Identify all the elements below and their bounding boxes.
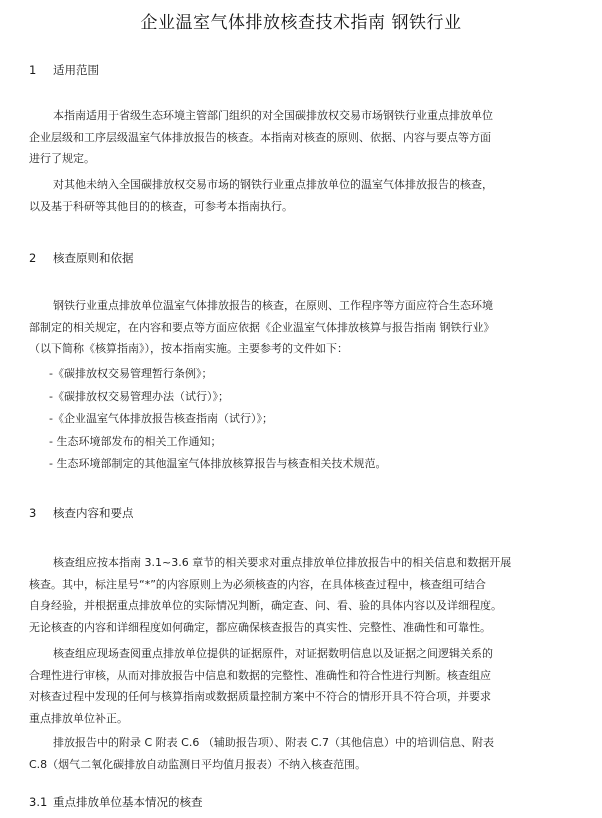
section3-paragraph-2 (29, 643, 578, 729)
section1-paragraph-2 (29, 174, 578, 217)
section-title: 核查原则和依据 (53, 251, 134, 265)
section-heading-1 (29, 62, 99, 78)
section-heading-2 (29, 250, 134, 266)
document-title: 企业温室气体排放核查技术指南 钢铁行业 (140, 13, 462, 33)
section-title: 核查内容和要点 (53, 506, 134, 520)
section-title: 适用范围 (53, 63, 99, 77)
section1-paragraph-1 (29, 105, 578, 170)
text-line: （以下简称《核算指南》），按本指南实施。主要参考的文件如下： (29, 342, 348, 355)
section-title: 重点排放单位基本情况的核查 (53, 795, 203, 809)
reference-item: -《企业温室气体排放报告核查指南（试行）》； (49, 412, 273, 425)
text-line: 本指南适用于省级生态环境主管部门组织的对全国碳排放权交易市场钢铁行业重点排放单位 (53, 109, 493, 122)
text-line: 合理性进行审核，从而对排放报告中信息和数据的完整性、准确性和符合性进行判断。核查组应 (29, 668, 491, 682)
text-line: 无论核查的内容和详细程度如何确定，都应确保核查报告的真实性、完整性、准确性和可靠性。 (29, 620, 491, 634)
text-line: 以及基于科研等其他目的的核查，可参考本指南执行。 (29, 199, 293, 213)
reference-item: -《碳排放权交易管理暂行条例》； (49, 367, 213, 380)
reference-item: - 生态环境部制定的其他温室气体排放核算报告与核查相关技术规范。 (49, 457, 387, 470)
reference-document-list (49, 363, 386, 476)
section-number: 3.1 (29, 795, 48, 809)
text-line: 排放报告中的附录 C 附表 C.6 （辅助报告项）、附表 C.7（其他信息）中的培训信息、附表 (53, 736, 495, 749)
text-line: 对其他未纳入全国碳排放权交易市场的钢铁行业重点排放单位的温室气体排放报告的核查， (53, 178, 493, 191)
reference-item: -《碳排放权交易管理办法（试行）》； (49, 389, 229, 403)
reference-item: - 生态环境部发布的相关工作通知； (49, 434, 222, 448)
section-number: 2 (29, 251, 37, 265)
text-line: 进行了规定。 (29, 152, 95, 165)
text-line: 部制定的相关规定，在内容和要点等方面应依据《企业温室气体排放核算与报告指南 钢铁行业》 (29, 320, 495, 334)
text-line: 核查组应按本指南 3.1~3.6 章节的相关要求对重点排放单位排放报告中的相关信息和数据开展 (53, 556, 512, 569)
section3-paragraph-1 (29, 552, 578, 638)
text-line: 自身经验，并根据重点排放单位的实际情况判断，确定查、问、看、验的具体内容以及详细程度。 (29, 599, 502, 612)
section-heading-3-1 (29, 794, 203, 810)
text-line: C.8（烟气二氧化碳排放自动监测日平均值月报表）不纳入核查范围。 (29, 757, 367, 771)
section-number: 3 (29, 506, 37, 520)
text-line: 重点排放单位补正。 (29, 711, 128, 725)
text-line: 企业层级和工序层级温室气体排放报告的核查。本指南对核查的原则、依据、内容与要点等方面 (29, 130, 491, 144)
text-line: 钢铁行业重点排放单位温室气体排放报告的核查，在原则、工作程序等方面应符合生态环境 (53, 299, 493, 312)
section-number: 1 (29, 63, 37, 77)
section3-paragraph-3 (29, 732, 578, 775)
text-line: 对核查过程中发现的任何与核算指南或数据质量控制方案中不符合的情形开具不符合项，并要求 (29, 690, 491, 703)
text-line: 核查组应现场查阅重点排放单位提供的证据原件，对证据数明信息以及证据之间逻辑关系的 (53, 647, 493, 660)
section2-paragraph-1 (29, 295, 578, 360)
section-heading-3 (29, 505, 134, 521)
text-line: 核查。其中，标注星号“*”的内容原则上为必须核查的内容，在具体核查过程中，核查组可结合 (29, 577, 486, 591)
